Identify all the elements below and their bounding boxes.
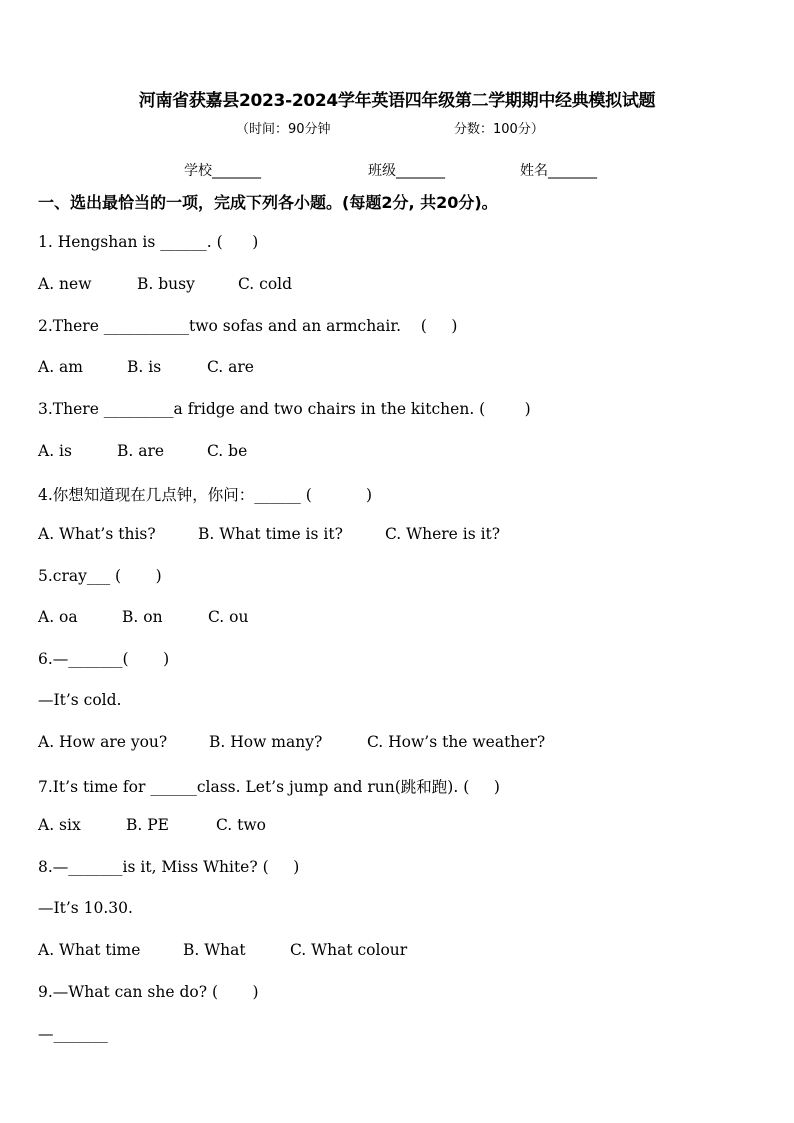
section-heading: 一、选出最恰当的一项，完成下列各小题。(每题2分, 共20分)。	[38, 193, 498, 212]
question-6-answer-line: —It’s cold.	[38, 691, 122, 709]
question-3-option-b: B. are	[117, 442, 165, 460]
question-3-option-a: A. is	[38, 442, 72, 460]
question-1-option-b: B. busy	[137, 275, 195, 293]
question-4-option-a: A. What’s this?	[38, 525, 156, 543]
question-1-stem: 1. Hengshan is ______. ( )	[38, 233, 259, 251]
question-8-answer-line: —It’s 10.30.	[38, 899, 133, 917]
question-6-option-a: A. How are you?	[38, 733, 168, 751]
question-4-stem: 4.你想知道现在几点钟，你问：______ ( )	[38, 486, 373, 504]
question-5-option-a: A. oa	[38, 608, 78, 626]
question-2-option-a: A. am	[38, 358, 83, 376]
question-7-option-c: C. two	[216, 816, 266, 834]
question-6-option-b: B. How many?	[209, 733, 323, 751]
question-1-option-a: A. new	[38, 275, 92, 293]
question-2-option-b: B. is	[127, 358, 162, 376]
question-5-stem: 5.cray___ ( )	[38, 567, 162, 585]
question-7-stem: 7.It’s time for ______class. Let’s jump and run(跳和跑). ( )	[38, 778, 500, 796]
question-7-option-b: B. PE	[126, 816, 169, 834]
school-field: 学校_______	[184, 163, 261, 179]
question-3-option-c: C. be	[207, 442, 248, 460]
question-8-option-a: A. What time	[38, 941, 141, 959]
exam-time: （时间：90分钟	[236, 122, 331, 137]
question-4-option-c: C. Where is it?	[385, 525, 501, 543]
question-7-option-a: A. six	[38, 816, 81, 834]
question-5-option-b: B. on	[122, 608, 163, 626]
name-field: 姓名_______	[520, 163, 597, 179]
question-9-answer-line: —_______	[38, 1025, 108, 1043]
question-2-option-c: C. are	[207, 358, 254, 376]
question-4-option-b: B. What time is it?	[198, 525, 343, 543]
question-9-stem: 9.—What can she do? ( )	[38, 983, 259, 1001]
question-8-option-b: B. What	[183, 941, 246, 959]
question-8-option-c: C. What colour	[290, 941, 408, 959]
exam-title: 河南省获嘉县2023-2024学年英语四年级第二学期期中经典模拟试题	[138, 91, 656, 111]
question-1-option-c: C. cold	[238, 275, 293, 293]
question-5-option-c: C. ou	[208, 608, 249, 626]
question-3-stem: 3.There _________a fridge and two chairs in the kitchen. ( )	[38, 400, 531, 418]
class-field: 班级_______	[368, 163, 445, 179]
question-2-stem: 2.There ___________two sofas and an armchair. ( )	[38, 317, 458, 335]
question-6-stem: 6.—_______( )	[38, 650, 170, 668]
question-6-option-c: C. How’s the weather?	[367, 733, 546, 751]
exam-score: 分数：100分）	[454, 122, 544, 137]
question-8-stem: 8.—_______is it, Miss White? ( )	[38, 858, 300, 876]
